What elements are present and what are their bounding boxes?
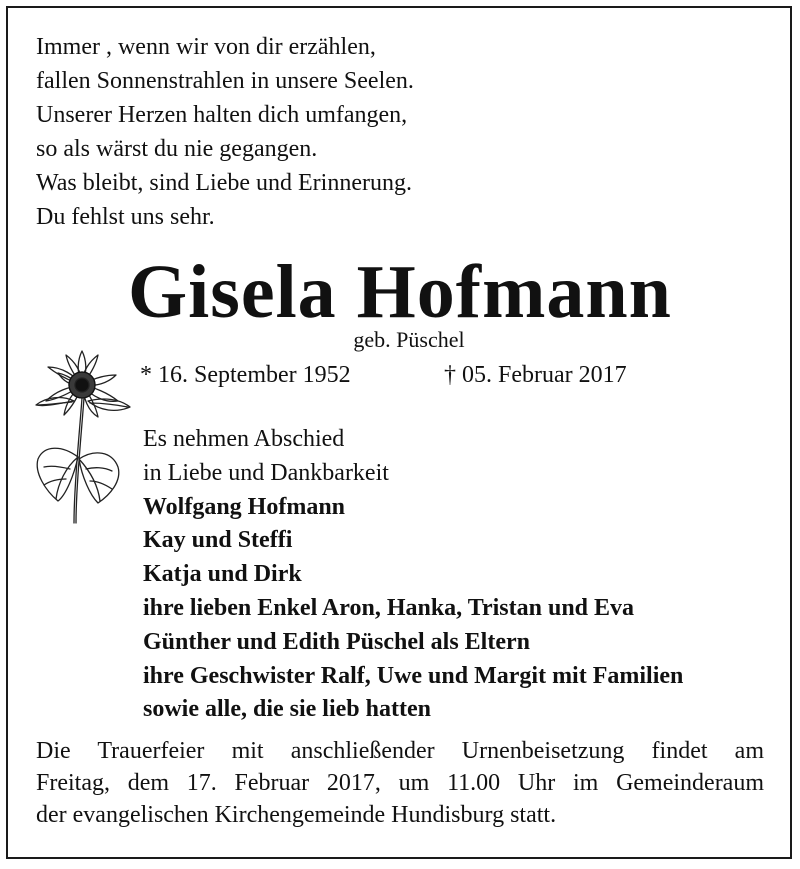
mourner-name: Katja und Dirk (143, 561, 302, 588)
poem-line: Was bleibt, sind Liebe und Erinnerung. (36, 170, 412, 196)
poem-line: Unserer Herzen halten dich umfangen, (36, 102, 408, 128)
mourners-list (143, 423, 683, 727)
poem (36, 30, 414, 234)
poem-line: fallen Sonnenstrahlen in unsere Seelen. (36, 68, 414, 94)
poem-line: Du fehlst uns sehr. (36, 204, 215, 230)
birth-name: geb. Püschel (353, 327, 465, 352)
death-date: † 05. Februar 2017 (444, 362, 627, 388)
mourner-name: ihre Geschwister Ralf, Uwe und Margit mit Familien (143, 662, 684, 689)
mourners-intro-line: in Liebe und Dankbarkeit (143, 459, 389, 486)
mourner-name: sowie alle, die sie lieb hatten (143, 696, 431, 723)
service-line: Freitag, dem 17. Februar 2017, um 11.00 Uhr im Gemeinderaum (36, 770, 764, 796)
mourners-intro-line: Es nehmen Abschied (143, 426, 345, 452)
mourner-name: ihre lieben Enkel Aron, Hanka, Tristan und Eva (143, 594, 635, 621)
birth-date: * 16. September 1952 (140, 362, 351, 388)
poem-line: Immer , wenn wir von dir erzählen, (36, 34, 376, 60)
deceased-name: Gisela Hofmann (128, 250, 672, 334)
funeral-service-info (36, 735, 764, 831)
mourner-name: Kay und Steffi (143, 527, 293, 554)
sunflower-icon (18, 345, 146, 525)
poem-line: so als wärst du nie gegangen. (36, 136, 318, 162)
service-line: Die Trauerfeier mit anschließender Urnenbeisetzung findet am (36, 738, 764, 764)
service-line: der evangelischen Kirchengemeinde Hundisburg statt. (36, 802, 557, 828)
mourner-name: Wolfgang Hofmann (143, 493, 346, 520)
mourner-name: Günther und Edith Püschel als Eltern (143, 628, 530, 655)
